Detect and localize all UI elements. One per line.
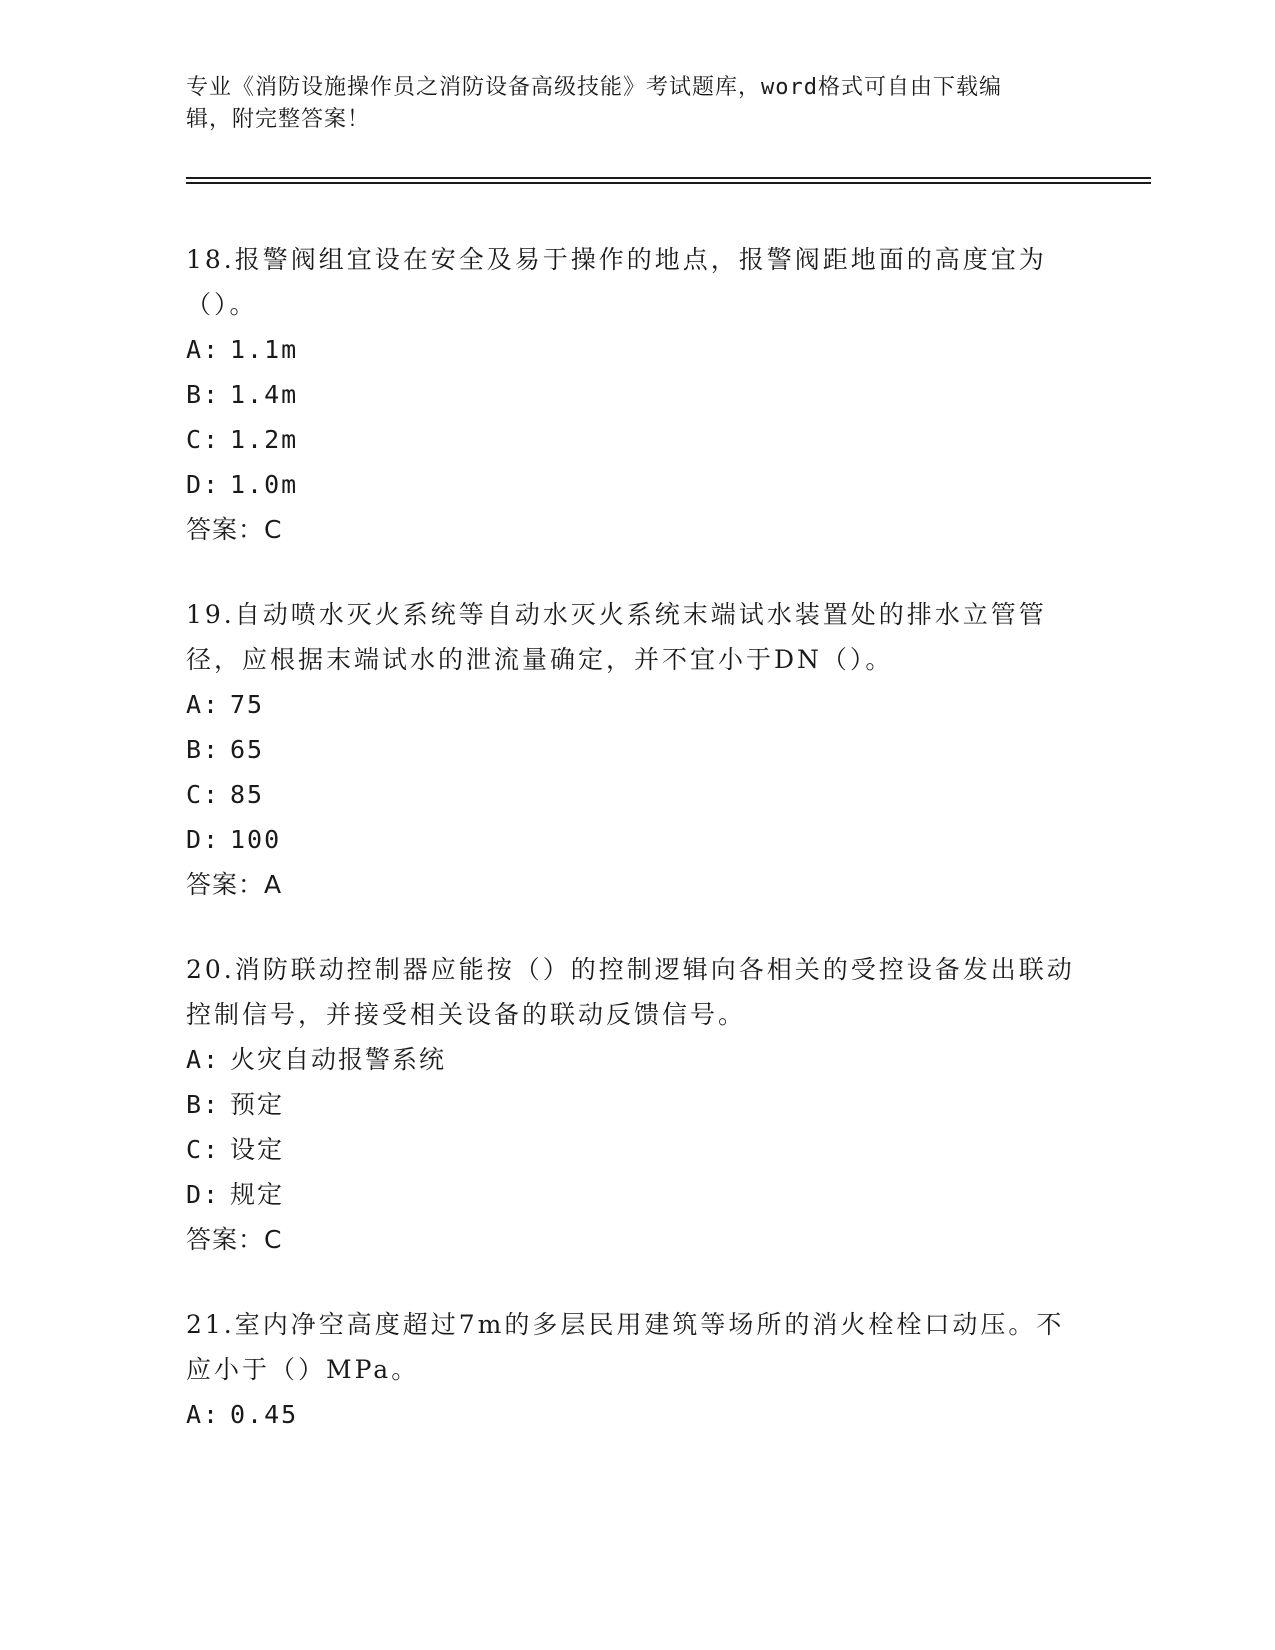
option-a	[186, 1037, 1086, 1082]
question-stem: 19.自动喷水灭火系统等自动水灭火系统末端试水装置处的排水立管管径，应根据末端试水的泄流量确定，并不宜小于DN（）。	[186, 600, 1047, 674]
option-a	[186, 682, 1086, 727]
option-text: 100	[230, 825, 282, 854]
document-header	[186, 72, 1066, 136]
header-line-1: 专业《消防设施操作员之消防设备高级技能》考试题库，word格式可自由下载编	[186, 75, 1002, 100]
option-c	[186, 417, 1086, 462]
option-letter: B:	[186, 1090, 221, 1119]
option-text: 1.1m	[230, 335, 299, 364]
option-letter: A:	[186, 690, 221, 719]
answer-line: 答案：C	[186, 515, 283, 544]
option-d	[186, 462, 1086, 507]
option-letter: D:	[186, 470, 221, 499]
header-rule-top	[186, 177, 1151, 179]
option-text: 规定	[230, 1180, 285, 1209]
option-text: 设定	[230, 1135, 285, 1164]
option-b	[186, 1082, 1086, 1127]
option-d	[186, 817, 1086, 862]
option-letter: A:	[186, 1045, 221, 1074]
option-text: 0.45	[230, 1400, 299, 1429]
option-letter: A:	[186, 335, 221, 364]
option-letter: B:	[186, 735, 221, 764]
option-c	[186, 1127, 1086, 1172]
option-a	[186, 1392, 1086, 1437]
option-letter: B:	[186, 380, 221, 409]
option-letter: D:	[186, 825, 221, 854]
header-line-2: 辑，附完整答案！	[186, 107, 371, 132]
option-b	[186, 727, 1086, 772]
option-letter: C:	[186, 425, 221, 454]
option-a	[186, 327, 1086, 372]
option-text: 1.4m	[230, 380, 299, 409]
option-letter: C:	[186, 1135, 221, 1164]
answer-line: 答案：A	[186, 870, 283, 899]
option-text: 火灾自动报警系统	[230, 1045, 447, 1074]
question-19	[186, 592, 1086, 907]
option-text: 1.0m	[230, 470, 299, 499]
option-text: 85	[230, 780, 265, 809]
option-text: 预定	[230, 1090, 285, 1119]
header-rule-bottom	[186, 182, 1151, 184]
option-letter: D:	[186, 1180, 221, 1209]
question-20	[186, 947, 1086, 1262]
option-c	[186, 772, 1086, 817]
option-letter: C:	[186, 780, 221, 809]
option-b	[186, 372, 1086, 417]
question-stem: 21.室内净空高度超过7m的多层民用建筑等场所的消火栓栓口动压。不应小于（）MPa。	[186, 1310, 1065, 1384]
question-list	[186, 237, 1086, 1477]
option-text: 1.2m	[230, 425, 299, 454]
question-stem: 20.消防联动控制器应能按（）的控制逻辑向各相关的受控设备发出联动控制信号，并接受相关设备的联动反馈信号。	[186, 955, 1075, 1029]
option-letter: A:	[186, 1400, 221, 1429]
option-d	[186, 1172, 1086, 1217]
question-stem: 18.报警阀组宜设在安全及易于操作的地点，报警阀距地面的高度宜为（）。	[186, 245, 1047, 319]
question-18	[186, 237, 1086, 552]
answer-line: 答案：C	[186, 1225, 283, 1254]
option-text: 75	[230, 690, 265, 719]
question-21	[186, 1302, 1086, 1437]
option-text: 65	[230, 735, 265, 764]
